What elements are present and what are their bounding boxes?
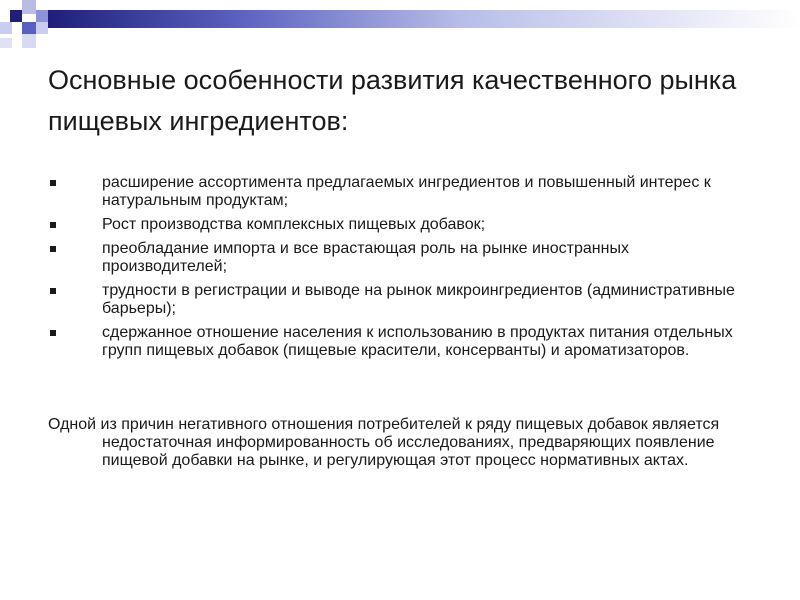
bullet-item xyxy=(48,240,738,276)
header-decoration-square xyxy=(36,10,48,22)
square-bullet-icon xyxy=(50,246,56,252)
bullet-item xyxy=(48,174,738,210)
header-decoration-square xyxy=(36,22,48,34)
bullet-item xyxy=(48,324,738,360)
square-bullet-icon xyxy=(50,180,56,186)
header-gradient-bar xyxy=(48,10,800,28)
header-decoration-square xyxy=(22,0,36,14)
header-decoration-square xyxy=(10,10,22,22)
body-paragraph: Одной из причин негативного отношения потребителей к ряду пищевых добавок является недостаточная информированность об исследованиях, предваряющих появление пищевой добавки на рынке, и регулирующая этот процесс нормативных актах. xyxy=(48,416,720,469)
header-decoration-square xyxy=(22,22,36,34)
bullet-text: Рост производства комплексных пищевых добавок; xyxy=(102,216,486,233)
header-decoration-square xyxy=(0,22,12,34)
bullet-item xyxy=(48,282,738,318)
bullet-text: расширение ассортимента предлагаемых ингредиентов и повышенный интерес к натуральным продуктам; xyxy=(102,174,711,209)
bullet-text: сдержанное отношение населения к использованию в продуктах питания отдельных групп пищевых добавок (пищевые красители, консерванты) и ароматизаторов. xyxy=(102,324,733,359)
header-decoration-square xyxy=(0,38,12,48)
square-bullet-icon xyxy=(50,222,56,228)
header-decoration-square xyxy=(22,34,36,48)
slide-title: Основные особенности развития качественного рынка пищевых ингредиентов: xyxy=(48,65,737,136)
bullet-text: преобладание импорта и все врастающая роль на рынке иностранных производителей; xyxy=(102,240,629,275)
bullet-item xyxy=(48,216,738,234)
bullet-text: трудности в регистрации и выводе на рынок микроингредиентов (административные барьеры); xyxy=(102,282,735,317)
square-bullet-icon xyxy=(50,288,56,294)
bullet-list xyxy=(48,174,738,366)
square-bullet-icon xyxy=(50,330,56,336)
